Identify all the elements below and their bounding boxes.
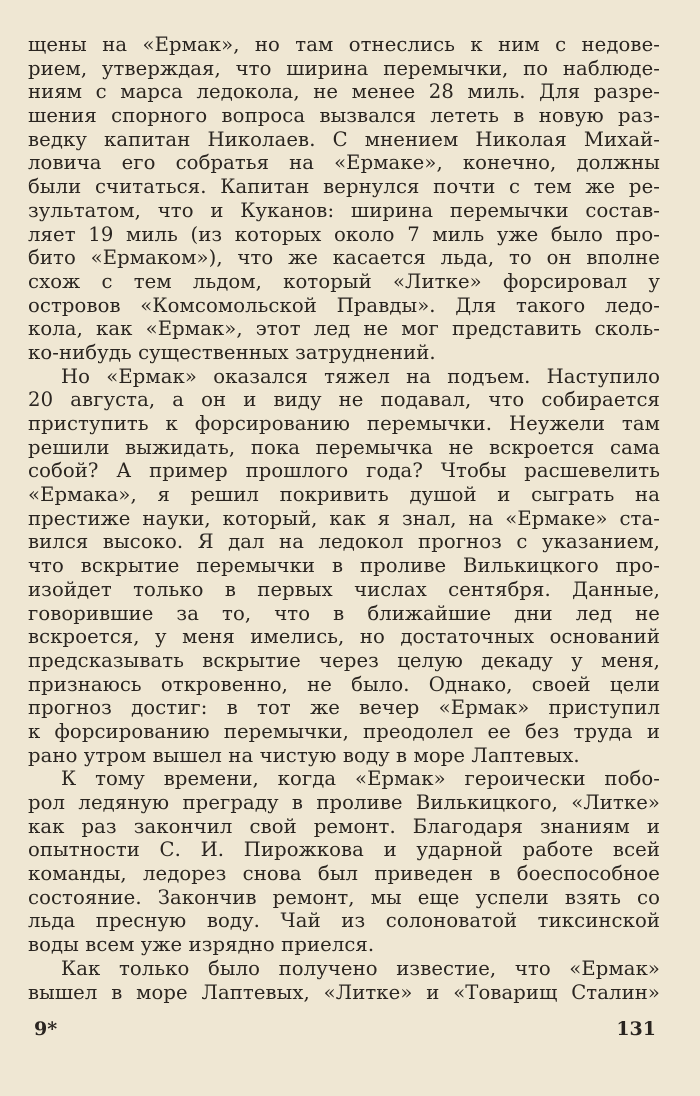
text-line: ведку капитан Николаев. С мнением Николая Михай- (28, 127, 660, 151)
text-line: «Ермака», я решил покривить душой и сыграть на (28, 483, 660, 507)
text-line: признаюсь откровенно, не было. Однако, своей цели (28, 672, 660, 696)
text-line: вскроется, у меня имелись, но достаточных оснований (28, 625, 660, 649)
text-line: ко-нибудь существенных затруднений. (28, 340, 436, 364)
text-line: зультатом, что и Куканов: ширина перемычки состав- (28, 198, 660, 222)
text-line: воды всем уже изрядно приелся. (28, 933, 375, 957)
text-line: престиже науки, который, как я знал, на «Ермаке» ста- (28, 506, 660, 530)
text-line: прогноз достиг: в тот же вечер «Ермак» приступил (28, 696, 660, 720)
text-line: опытности С. И. Пирожкова и ударной работе всей (28, 838, 660, 862)
text-line: что вскрытие перемычки в проливе Вилькицкого про- (28, 554, 660, 578)
text-line: к форсированию перемычки, преодолел ее без труда и (28, 719, 660, 743)
page-number: 131 (616, 1018, 656, 1040)
text-line: островов «Комсомольской Правды». Для такого ледо- (28, 293, 660, 317)
text-line: рием, утверждая, что ширина перемычки, по наблюде- (28, 56, 660, 80)
text-line: щены на «Ермак», но там отнеслись к ним с недове- (28, 33, 660, 56)
text-line: вышел в море Лаптевых, «Литке» и «Товарищ Сталин» (28, 980, 660, 1004)
text-line: приступить к форсированию перемычки. Неужели там (28, 412, 660, 435)
text-line: ляет 19 миль (из которых около 7 миль уже было про- (28, 222, 660, 246)
text-line: собой? А пример прошлого года? Чтобы расшевелить (28, 459, 660, 483)
text-line: льда пресную воду. Чай из солоноватой тиксинской (28, 909, 660, 933)
text-line: вился высоко. Я дал на ледокол прогноз с указанием, (28, 530, 660, 554)
text-line: говорившие за то, что в ближайшие дни лед не (28, 601, 660, 625)
text-line: изойдет только в первых числах сентября. Данные, (28, 577, 660, 601)
text-line: как раз закончил свой ремонт. Благодаря знаниям и (28, 814, 660, 838)
text-line: схож с тем льдом, который «Литке» форсировал у (28, 269, 660, 293)
text-line: ниям с марса ледокола, не менее 28 миль. Для разре- (28, 80, 660, 104)
text-line: Как только было получено известие, что «Ермак» (61, 956, 660, 980)
text-line: К тому времени, когда «Ермак» героически побо- (61, 767, 660, 791)
text-line: бито «Ермаком»), что же касается льда, то он вполне (28, 246, 660, 270)
text-line: кола, как «Ермак», этот лед не мог представить сколь- (28, 317, 660, 341)
text-line: команды, ледорез снова был приведен в боеспособное (28, 862, 660, 886)
text-line: рано утром вышел на чистую воду в море Лаптевых. (28, 743, 580, 767)
text-line: Но «Ермак» оказался тяжел на подъем. Наступило (61, 364, 660, 388)
signature-mark: 9* (34, 1018, 58, 1040)
body-text (28, 33, 660, 1004)
text-line: ловича его собратья на «Ермаке», конечно, должны (28, 151, 660, 175)
page-footer (28, 1018, 656, 1044)
text-line: предсказывать вскрытие через целую декаду у меня, (28, 648, 660, 672)
text-line: шения спорного вопроса вызвался лететь в новую раз- (28, 104, 660, 128)
text-line: состояние. Закончив ремонт, мы еще успели взять со (28, 885, 660, 909)
text-line: решили выжидать, пока перемычка не вскроется сама (28, 435, 660, 459)
text-line: рол ледяную преграду в проливе Вилькицкого, «Литке» (28, 791, 660, 814)
text-line: были считаться. Капитан вернулся почти с тем же ре- (28, 175, 660, 199)
text-line: 20 августа, а он и виду не подавал, что собирается (28, 388, 660, 412)
